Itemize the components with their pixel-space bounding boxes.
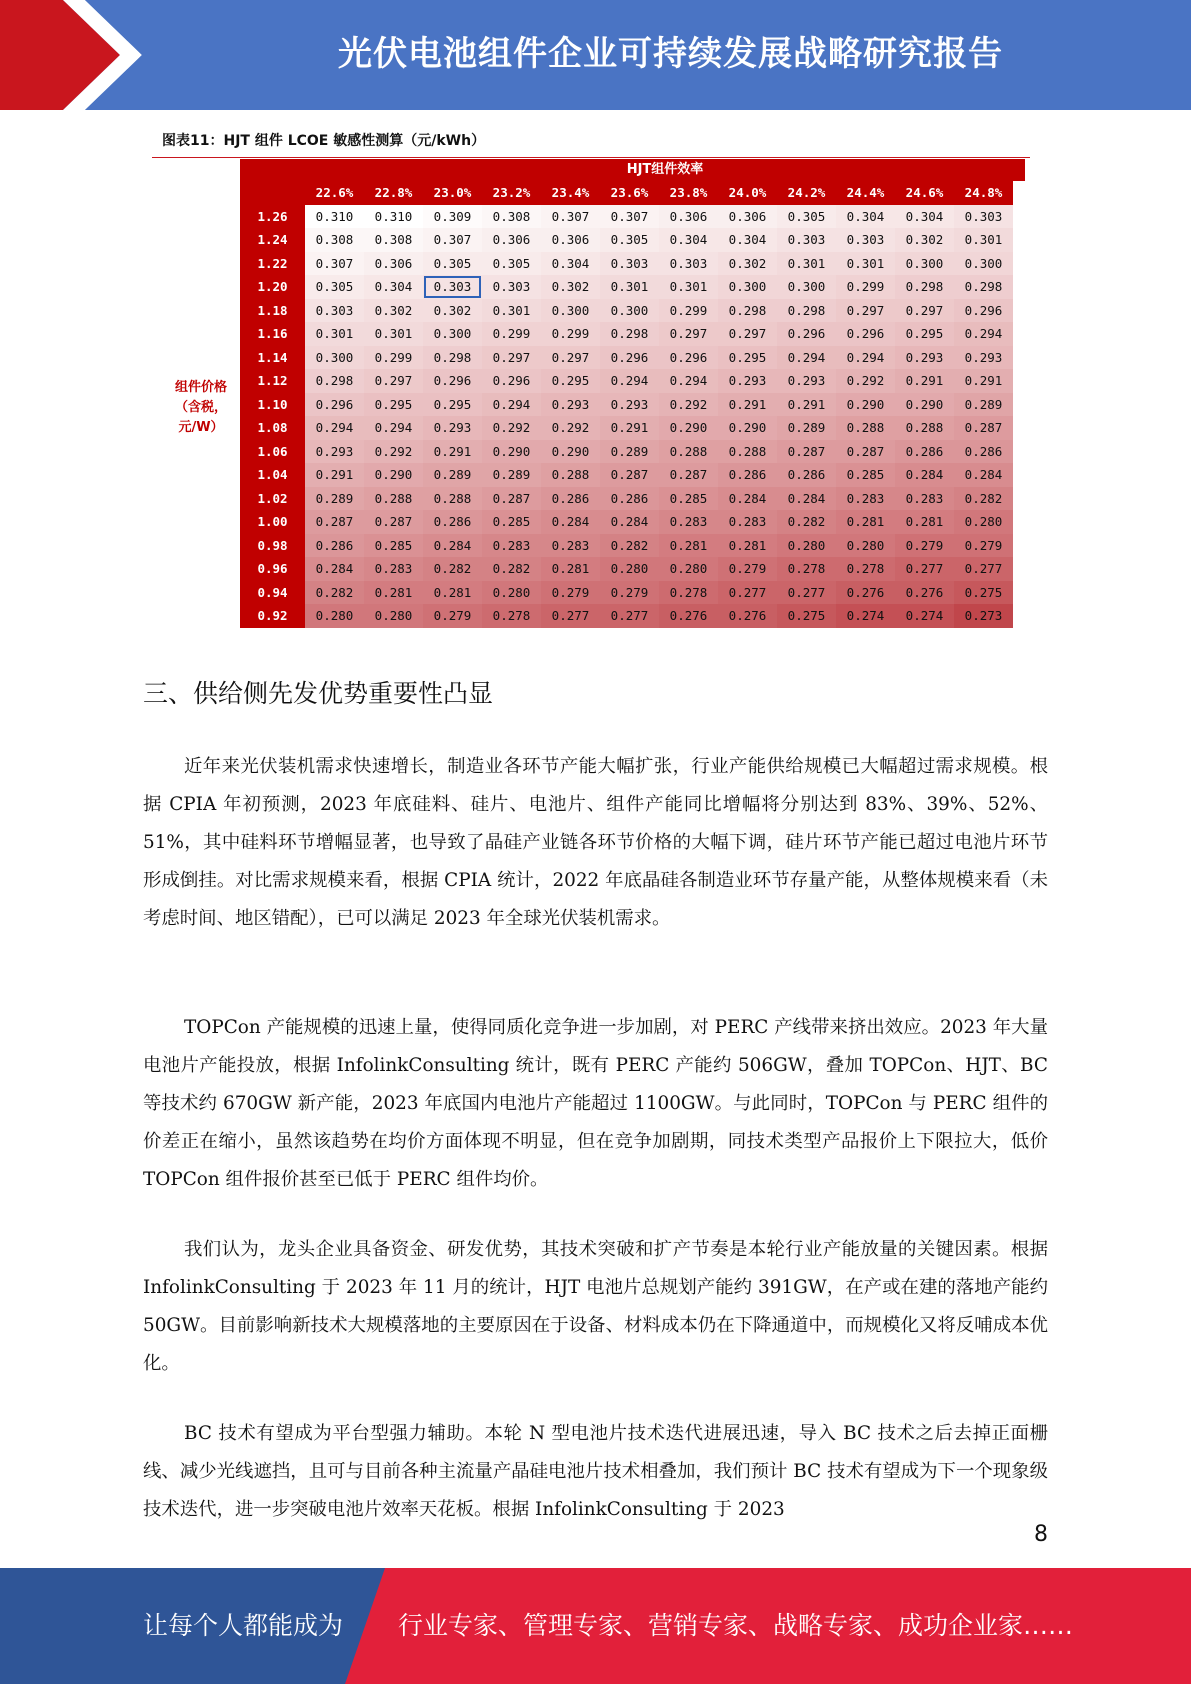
header-banner <box>0 0 1191 110</box>
lcoe-cell: 0.283 <box>836 487 895 511</box>
price-row-header: 1.24 <box>240 228 305 252</box>
lcoe-cell: 0.288 <box>836 416 895 440</box>
lcoe-cell: 0.292 <box>541 416 600 440</box>
lcoe-cell: 0.292 <box>482 416 541 440</box>
lcoe-cell: 0.291 <box>305 463 364 487</box>
price-row-header: 1.00 <box>240 510 305 534</box>
lcoe-cell: 0.296 <box>659 346 718 370</box>
lcoe-cell: 0.301 <box>777 252 836 276</box>
lcoe-cell: 0.279 <box>954 534 1013 558</box>
lcoe-cell: 0.287 <box>836 440 895 464</box>
lcoe-cell: 0.294 <box>659 369 718 393</box>
lcoe-cell: 0.301 <box>600 275 659 299</box>
lcoe-cell: 0.290 <box>718 416 777 440</box>
lcoe-cell: 0.301 <box>482 299 541 323</box>
paragraph-4: BC 技术有望成为平台型强力辅助。本轮 N 型电池片技术迭代进展迅速，导入 BC 技术之后去掉正面栅线、减少光线遮挡，且可与目前各种主流量产晶硅电池片技术相叠加，我们预计 BC 技术有望成为下一个现象级技术迭代，进一步突破电池片效率天花板。根据 InfolinkConsulting 于 2023 <box>143 1423 1048 1520</box>
lcoe-cell: 0.277 <box>777 581 836 605</box>
lcoe-cell: 0.296 <box>482 369 541 393</box>
lcoe-cell: 0.296 <box>954 299 1013 323</box>
lcoe-cell: 0.284 <box>541 510 600 534</box>
header-corner-cell <box>240 181 305 205</box>
lcoe-cell: 0.283 <box>482 534 541 558</box>
table-row <box>240 487 1013 511</box>
lcoe-cell: 0.277 <box>541 604 600 628</box>
table-row <box>240 534 1013 558</box>
lcoe-cell: 0.283 <box>659 510 718 534</box>
lcoe-cell: 0.279 <box>718 557 777 581</box>
lcoe-cell: 0.294 <box>482 393 541 417</box>
lcoe-cell: 0.276 <box>718 604 777 628</box>
lcoe-cell: 0.293 <box>954 346 1013 370</box>
price-axis-label: 组件价格 （含税， 元/W） <box>174 380 227 435</box>
table-row <box>240 322 1013 346</box>
lcoe-cell: 0.284 <box>718 487 777 511</box>
lcoe-cell: 0.297 <box>836 299 895 323</box>
lcoe-cell: 0.287 <box>600 463 659 487</box>
lcoe-cell: 0.297 <box>482 346 541 370</box>
lcoe-cell: 0.308 <box>364 228 423 252</box>
lcoe-cell: 0.303 <box>305 299 364 323</box>
lcoe-cell: 0.294 <box>836 346 895 370</box>
lcoe-cell: 0.289 <box>305 487 364 511</box>
lcoe-cell: 0.298 <box>423 346 482 370</box>
paragraph-1: 近年来光伏装机需求快速增长，制造业各环节产能大幅扩张，行业产能供给规模已大幅超过需求规模。根据 CPIA 年初预测，2023 年底硅料、硅片、电池片、组件产能同比增幅将分别达到 83%、39%、52%、51%，其中硅料环节增幅显著，也导致了晶硅产业链各环节价格的大幅下调，硅片环节产能已超过电池片环节形成倒挂。对比需求规模来看，根据 CPIA 统计，2022 年底晶硅各制造业环节存量产能，从整体规模来看（未考虑时间、地区错配），已可以满足 2023 年全球光伏装机需求。 <box>143 756 1048 929</box>
lcoe-cell: 0.306 <box>364 252 423 276</box>
table-row <box>240 581 1013 605</box>
lcoe-cell: 0.280 <box>482 581 541 605</box>
lcoe-cell: 0.307 <box>600 205 659 229</box>
lcoe-cell: 0.306 <box>482 228 541 252</box>
paragraph-2: TOPCon 产能规模的迅速上量，使得同质化竞争进一步加剧，对 PERC 产线带来挤出效应。2023 年大量电池片产能投放，根据 InfolinkConsulting 统计，既有 PERC 产能约 506GW，叠加 TOPCon、HJT、BC 等技术约 670GW 新产能，2023 年底国内电池片产能超过 1100GW。与此同时，TOPCon 与 PERC 组件的价差正在缩小，虽然该趋势在均价方面体现不明显，但在竞争加剧期，同技术类型产品报价上下限拉大，低价 TOPCon 组件报价甚至已低于 PERC 组件均价。 <box>143 1017 1048 1190</box>
lcoe-cell: 0.286 <box>600 487 659 511</box>
lcoe-cell: 0.294 <box>364 416 423 440</box>
efficiency-header-cell: 22.8% <box>364 181 423 205</box>
lcoe-cell: 0.303 <box>836 228 895 252</box>
lcoe-cell: 0.300 <box>600 299 659 323</box>
lcoe-cell: 0.298 <box>305 369 364 393</box>
lcoe-cell: 0.302 <box>541 275 600 299</box>
price-row-header: 1.22 <box>240 252 305 276</box>
lcoe-cell: 0.302 <box>718 252 777 276</box>
lcoe-cell: 0.299 <box>836 275 895 299</box>
lcoe-cell: 0.282 <box>423 557 482 581</box>
lcoe-cell: 0.306 <box>659 205 718 229</box>
lcoe-cell: 0.303 <box>954 205 1013 229</box>
lcoe-cell: 0.286 <box>777 463 836 487</box>
lcoe-cell: 0.282 <box>777 510 836 534</box>
lcoe-table-body <box>240 205 1013 628</box>
lcoe-cell: 0.294 <box>777 346 836 370</box>
lcoe-cell: 0.289 <box>954 393 1013 417</box>
table-row <box>240 463 1013 487</box>
lcoe-cell: 0.300 <box>718 275 777 299</box>
lcoe-cell: 0.281 <box>659 534 718 558</box>
lcoe-cell: 0.299 <box>541 322 600 346</box>
efficiency-header-cell: 23.6% <box>600 181 659 205</box>
table-row <box>240 346 1013 370</box>
lcoe-cell: 0.296 <box>423 369 482 393</box>
lcoe-cell: 0.293 <box>718 369 777 393</box>
efficiency-header-cell: 24.0% <box>718 181 777 205</box>
lcoe-cell: 0.297 <box>541 346 600 370</box>
lcoe-cell: 0.280 <box>305 604 364 628</box>
lcoe-cell: 0.283 <box>895 487 954 511</box>
price-row-header: 0.94 <box>240 581 305 605</box>
efficiency-header-cell: 24.6% <box>895 181 954 205</box>
lcoe-cell: 0.275 <box>777 604 836 628</box>
lcoe-cell: 0.293 <box>423 416 482 440</box>
lcoe-cell: 0.286 <box>718 463 777 487</box>
lcoe-cell: 0.282 <box>954 487 1013 511</box>
lcoe-cell: 0.279 <box>541 581 600 605</box>
lcoe-cell: 0.281 <box>836 510 895 534</box>
lcoe-cell: 0.285 <box>482 510 541 534</box>
lcoe-cell: 0.300 <box>777 275 836 299</box>
lcoe-cell: 0.294 <box>600 369 659 393</box>
lcoe-cell: 0.292 <box>364 440 423 464</box>
price-row-header: 1.16 <box>240 322 305 346</box>
lcoe-cell: 0.300 <box>954 252 1013 276</box>
lcoe-cell: 0.305 <box>423 252 482 276</box>
lcoe-cell: 0.295 <box>423 393 482 417</box>
efficiency-header-cell: 23.8% <box>659 181 718 205</box>
price-row-header: 0.98 <box>240 534 305 558</box>
lcoe-cell: 0.282 <box>482 557 541 581</box>
lcoe-cell: 0.289 <box>423 463 482 487</box>
lcoe-cell: 0.278 <box>659 581 718 605</box>
lcoe-cell: 0.293 <box>305 440 364 464</box>
price-row-header: 1.18 <box>240 299 305 323</box>
lcoe-cell: 0.291 <box>895 369 954 393</box>
lcoe-cell: 0.299 <box>659 299 718 323</box>
lcoe-cell: 0.288 <box>718 440 777 464</box>
lcoe-cell: 0.286 <box>895 440 954 464</box>
lcoe-cell: 0.284 <box>895 463 954 487</box>
lcoe-cell: 0.293 <box>600 393 659 417</box>
lcoe-cell: 0.301 <box>364 322 423 346</box>
lcoe-cell: 0.298 <box>954 275 1013 299</box>
lcoe-cell: 0.281 <box>895 510 954 534</box>
lcoe-cell: 0.302 <box>423 299 482 323</box>
lcoe-cell: 0.296 <box>600 346 659 370</box>
price-row-header: 0.96 <box>240 557 305 581</box>
lcoe-cell: 0.282 <box>600 534 659 558</box>
price-row-header: 1.10 <box>240 393 305 417</box>
lcoe-cell: 0.295 <box>541 369 600 393</box>
table-row <box>240 228 1013 252</box>
lcoe-cell: 0.298 <box>777 299 836 323</box>
efficiency-header-cell: 23.4% <box>541 181 600 205</box>
lcoe-cell: 0.301 <box>954 228 1013 252</box>
price-row-header: 1.04 <box>240 463 305 487</box>
paragraph-3: 我们认为，龙头企业具备资金、研发优势，其技术突破和扩产节奏是本轮行业产能放量的关键因素。根据 InfolinkConsulting 于 2023 年 11 月的统计，HJT 电池片总规划产能约 391GW，在产或在建的落地产能约 50GW。目前影响新技术大规模落地的主要原因在于设备、材料成本仍在下降通道中，而规模化又将反哺成本优化。 <box>143 1239 1048 1374</box>
lcoe-cell: 0.287 <box>305 510 364 534</box>
lcoe-cell: 0.301 <box>836 252 895 276</box>
footer-slogan-right: 行业专家、管理专家、营销专家、战略专家、成功企业家…… <box>398 1611 1074 1640</box>
table-row <box>240 416 1013 440</box>
price-row-header: 1.08 <box>240 416 305 440</box>
lcoe-cell: 0.277 <box>895 557 954 581</box>
lcoe-cell: 0.294 <box>954 322 1013 346</box>
efficiency-header-cell: 22.6% <box>305 181 364 205</box>
lcoe-cell: 0.280 <box>600 557 659 581</box>
lcoe-cell: 0.297 <box>659 322 718 346</box>
lcoe-cell: 0.291 <box>718 393 777 417</box>
lcoe-cell: 0.284 <box>954 463 1013 487</box>
lcoe-cell: 0.306 <box>718 205 777 229</box>
lcoe-cell: 0.279 <box>895 534 954 558</box>
lcoe-cell: 0.284 <box>305 557 364 581</box>
lcoe-cell: 0.303 <box>659 252 718 276</box>
lcoe-cell: 0.299 <box>482 322 541 346</box>
lcoe-sensitivity-table <box>240 181 1013 628</box>
lcoe-cell: 0.301 <box>305 322 364 346</box>
lcoe-cell: 0.284 <box>423 534 482 558</box>
lcoe-cell: 0.310 <box>305 205 364 229</box>
price-row-header: 1.20 <box>240 275 305 299</box>
lcoe-cell: 0.275 <box>954 581 1013 605</box>
lcoe-cell: 0.280 <box>777 534 836 558</box>
lcoe-cell: 0.283 <box>718 510 777 534</box>
figure-caption: 图表11：HJT 组件 LCOE 敏感性测算（元/kWh） <box>162 133 486 149</box>
lcoe-cell: 0.276 <box>659 604 718 628</box>
lcoe-cell: 0.288 <box>423 487 482 511</box>
lcoe-cell: 0.290 <box>482 440 541 464</box>
lcoe-cell: 0.282 <box>305 581 364 605</box>
lcoe-cell: 0.287 <box>482 487 541 511</box>
lcoe-cell: 0.298 <box>600 322 659 346</box>
lcoe-cell: 0.290 <box>364 463 423 487</box>
lcoe-cell: 0.291 <box>423 440 482 464</box>
table-row <box>240 299 1013 323</box>
lcoe-cell: 0.305 <box>600 228 659 252</box>
lcoe-cell: 0.307 <box>423 228 482 252</box>
footer-banner <box>0 1568 1191 1684</box>
lcoe-cell: 0.310 <box>364 205 423 229</box>
lcoe-cell: 0.289 <box>600 440 659 464</box>
caption-divider <box>152 157 1030 158</box>
lcoe-cell: 0.289 <box>777 416 836 440</box>
table-row <box>240 369 1013 393</box>
efficiency-header-row <box>240 181 1013 205</box>
price-row-header: 1.26 <box>240 205 305 229</box>
efficiency-header-cell: 23.2% <box>482 181 541 205</box>
lcoe-cell: 0.285 <box>364 534 423 558</box>
lcoe-cell: 0.274 <box>895 604 954 628</box>
lcoe-cell: 0.281 <box>364 581 423 605</box>
lcoe-cell: 0.309 <box>423 205 482 229</box>
lcoe-cell: 0.274 <box>836 604 895 628</box>
lcoe-cell: 0.293 <box>541 393 600 417</box>
lcoe-cell: 0.307 <box>541 205 600 229</box>
lcoe-cell: 0.304 <box>364 275 423 299</box>
price-row-header: 1.14 <box>240 346 305 370</box>
lcoe-cell: 0.300 <box>423 322 482 346</box>
table-row <box>240 252 1013 276</box>
lcoe-cell: 0.279 <box>600 581 659 605</box>
lcoe-cell: 0.285 <box>659 487 718 511</box>
lcoe-cell: 0.290 <box>895 393 954 417</box>
lcoe-cell: 0.292 <box>659 393 718 417</box>
report-title: 光伏电池组件企业可持续发展战略研究报告 <box>338 34 1003 74</box>
lcoe-cell: 0.290 <box>659 416 718 440</box>
lcoe-cell: 0.292 <box>836 369 895 393</box>
lcoe-cell: 0.286 <box>541 487 600 511</box>
price-row-header: 1.12 <box>240 369 305 393</box>
table-row <box>240 510 1013 534</box>
lcoe-cell: 0.280 <box>836 534 895 558</box>
price-row-header: 1.02 <box>240 487 305 511</box>
table-row <box>240 604 1013 628</box>
efficiency-header-cell: 23.0% <box>423 181 482 205</box>
lcoe-cell: 0.288 <box>659 440 718 464</box>
footer-slogan-left: 让每个人都能成为 <box>143 1611 344 1640</box>
lcoe-cell: 0.301 <box>659 275 718 299</box>
lcoe-cell: 0.294 <box>305 416 364 440</box>
lcoe-cell: 0.280 <box>659 557 718 581</box>
page-number: 8 <box>1034 1522 1048 1547</box>
lcoe-cell: 0.291 <box>600 416 659 440</box>
lcoe-cell: 0.281 <box>423 581 482 605</box>
lcoe-cell: 0.307 <box>305 252 364 276</box>
lcoe-cell: 0.295 <box>364 393 423 417</box>
lcoe-cell: 0.296 <box>305 393 364 417</box>
efficiency-header-cell: 24.8% <box>954 181 1013 205</box>
lcoe-cell: 0.306 <box>541 228 600 252</box>
lcoe-cell: 0.277 <box>954 557 1013 581</box>
lcoe-cell: 0.300 <box>541 299 600 323</box>
lcoe-cell: 0.281 <box>541 557 600 581</box>
lcoe-cell: 0.304 <box>836 205 895 229</box>
table-row <box>240 440 1013 464</box>
lcoe-cell-highlighted: 0.303 <box>423 275 482 299</box>
lcoe-cell: 0.280 <box>364 604 423 628</box>
lcoe-cell: 0.290 <box>836 393 895 417</box>
lcoe-cell: 0.283 <box>541 534 600 558</box>
lcoe-cell: 0.288 <box>895 416 954 440</box>
lcoe-cell: 0.277 <box>718 581 777 605</box>
lcoe-cell: 0.285 <box>836 463 895 487</box>
lcoe-cell: 0.304 <box>659 228 718 252</box>
lcoe-cell: 0.288 <box>364 487 423 511</box>
lcoe-cell: 0.303 <box>777 228 836 252</box>
table-corner <box>240 159 305 181</box>
table-row <box>240 205 1013 229</box>
lcoe-cell: 0.284 <box>777 487 836 511</box>
lcoe-cell: 0.295 <box>718 346 777 370</box>
lcoe-cell: 0.278 <box>777 557 836 581</box>
lcoe-cell: 0.296 <box>836 322 895 346</box>
lcoe-cell: 0.279 <box>423 604 482 628</box>
header-arrow-decoration <box>0 0 150 110</box>
lcoe-cell: 0.303 <box>482 275 541 299</box>
lcoe-cell: 0.276 <box>895 581 954 605</box>
lcoe-cell: 0.287 <box>777 440 836 464</box>
lcoe-cell: 0.295 <box>895 322 954 346</box>
lcoe-cell: 0.298 <box>718 299 777 323</box>
lcoe-cell: 0.280 <box>954 510 1013 534</box>
table-row <box>240 393 1013 417</box>
lcoe-cell: 0.286 <box>423 510 482 534</box>
lcoe-cell: 0.287 <box>364 510 423 534</box>
lcoe-cell: 0.284 <box>600 510 659 534</box>
lcoe-cell: 0.291 <box>777 393 836 417</box>
section-heading: 三、供给侧先发优势重要性凸显 <box>143 679 494 708</box>
lcoe-cell: 0.293 <box>777 369 836 393</box>
lcoe-cell: 0.304 <box>895 205 954 229</box>
efficiency-header-cell: 24.2% <box>777 181 836 205</box>
lcoe-cell: 0.290 <box>541 440 600 464</box>
efficiency-header-cell: 24.4% <box>836 181 895 205</box>
lcoe-cell: 0.296 <box>777 322 836 346</box>
lcoe-cell: 0.297 <box>895 299 954 323</box>
lcoe-cell: 0.308 <box>482 205 541 229</box>
lcoe-cell: 0.278 <box>482 604 541 628</box>
lcoe-cell: 0.286 <box>954 440 1013 464</box>
lcoe-cell: 0.300 <box>305 346 364 370</box>
lcoe-cell: 0.287 <box>954 416 1013 440</box>
lcoe-cell: 0.308 <box>305 228 364 252</box>
price-row-header: 1.06 <box>240 440 305 464</box>
lcoe-cell: 0.305 <box>305 275 364 299</box>
price-row-header: 0.92 <box>240 604 305 628</box>
lcoe-cell: 0.298 <box>895 275 954 299</box>
efficiency-axis-label: HJT组件效率 <box>305 159 1025 181</box>
lcoe-cell: 0.297 <box>364 369 423 393</box>
lcoe-cell: 0.291 <box>954 369 1013 393</box>
lcoe-cell: 0.273 <box>954 604 1013 628</box>
lcoe-cell: 0.303 <box>600 252 659 276</box>
lcoe-cell: 0.305 <box>777 205 836 229</box>
lcoe-cell: 0.302 <box>895 228 954 252</box>
lcoe-cell: 0.304 <box>718 228 777 252</box>
lcoe-cell: 0.283 <box>364 557 423 581</box>
lcoe-cell: 0.281 <box>718 534 777 558</box>
lcoe-cell: 0.305 <box>482 252 541 276</box>
lcoe-cell: 0.299 <box>364 346 423 370</box>
table-row <box>240 557 1013 581</box>
lcoe-cell: 0.289 <box>482 463 541 487</box>
lcoe-cell: 0.304 <box>541 252 600 276</box>
lcoe-cell: 0.287 <box>659 463 718 487</box>
lcoe-cell: 0.288 <box>541 463 600 487</box>
lcoe-cell: 0.277 <box>600 604 659 628</box>
table-row <box>240 275 1013 299</box>
lcoe-cell: 0.276 <box>836 581 895 605</box>
lcoe-cell: 0.286 <box>305 534 364 558</box>
lcoe-cell: 0.278 <box>836 557 895 581</box>
lcoe-cell: 0.302 <box>364 299 423 323</box>
lcoe-cell: 0.293 <box>895 346 954 370</box>
lcoe-cell: 0.297 <box>718 322 777 346</box>
lcoe-cell: 0.300 <box>895 252 954 276</box>
